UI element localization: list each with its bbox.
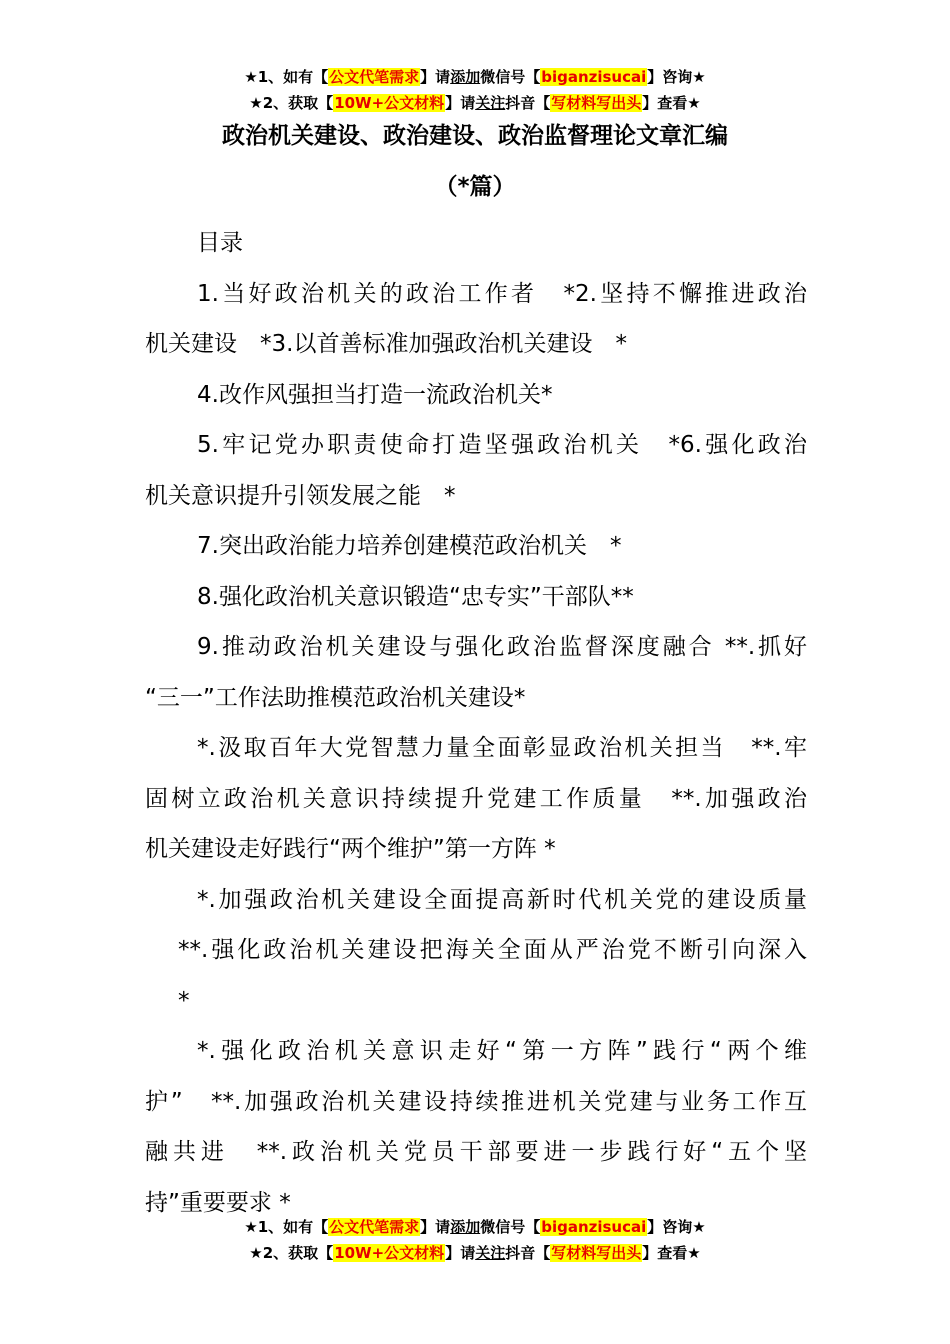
toc-line: 8.强化政治机关意识锻造“忠专实”干部队** [197, 583, 634, 610]
top-banner [0, 64, 950, 116]
banner-highlight: 公文代笔需求 [329, 68, 420, 86]
banner-highlight: biganzisucai [541, 1218, 647, 1236]
banner-text: 】请 [445, 1244, 476, 1262]
banner-underlined: 添加 [450, 1218, 481, 1236]
toc-line: *.强化政治机关意识走好“第一方阵”践行“两个维 [197, 1038, 807, 1064]
toc-line: **.强化政治机关建设把海关全面从严治党不断引向深入 [178, 937, 807, 963]
banner-highlight: 写材料写出头 [551, 94, 642, 112]
banner-line-1 [0, 64, 950, 90]
toc-line: 5.牢记党办职责使命打造坚强政治机关 *6.强化政治 [197, 432, 807, 458]
banner-text: 抖音【 [505, 1244, 551, 1262]
banner-text: 】请 [445, 94, 476, 112]
banner-underlined: 关注 [475, 1244, 506, 1262]
banner-underlined: 添加 [450, 68, 481, 86]
banner-text: ★1、如有【 [244, 1218, 329, 1236]
toc-line: 固树立政治机关意识持续提升党建工作质量 **.加强政治 [145, 785, 807, 812]
toc-heading: 目录 [197, 230, 243, 256]
toc-line: *.加强政治机关建设全面提高新时代机关党的建设质量 [197, 886, 807, 913]
banner-text: 】请 [420, 1218, 451, 1236]
toc-line: 护” **.加强政治机关建设持续推进机关党建与业务工作互 [145, 1088, 807, 1115]
bottom-banner [0, 1214, 950, 1266]
banner-text: 】咨询★ [647, 68, 706, 86]
toc-line: 机关意识提升引领发展之能 * [145, 482, 456, 509]
banner-underlined: 关注 [475, 94, 506, 112]
banner-line-2 [0, 90, 950, 116]
banner-line-2 [0, 1240, 950, 1266]
banner-text: 】请 [420, 68, 451, 86]
banner-text: 】咨询★ [647, 1218, 706, 1236]
banner-line-1 [0, 1214, 950, 1240]
banner-highlight: 10W+公文材料 [334, 1244, 445, 1262]
toc-line: 7.突出政治能力培养创建模范政治机关 * [197, 533, 622, 559]
toc-line: 融共进 **.政治机关党员干部要进一步践行好“五个坚 [145, 1139, 807, 1165]
banner-highlight: 公文代笔需求 [329, 1218, 420, 1236]
banner-text: 微信号【 [480, 1218, 541, 1236]
banner-highlight: 10W+公文材料 [334, 94, 445, 112]
toc-line: 机关建设走好践行“两个维护”第一方阵 * [145, 836, 556, 862]
banner-text: 抖音【 [505, 94, 551, 112]
toc-line: * [178, 987, 190, 1014]
banner-highlight: biganzisucai [541, 68, 647, 86]
toc-line: 机关建设 *3.以首善标准加强政治机关建设 * [145, 331, 627, 357]
toc-line: 1.当好政治机关的政治工作者 *2.坚持不懈推进政治 [197, 280, 807, 307]
banner-text: 】查看★ [642, 1244, 701, 1262]
toc-line: *.汲取百年大党智慧力量全面彰显政治机关担当 **.牢 [197, 735, 807, 761]
toc-line: 9.推动政治机关建设与强化政治监督深度融合 **.抓好 [197, 634, 807, 660]
banner-text: ★2、获取【 [249, 1244, 334, 1262]
banner-text: 微信号【 [480, 68, 541, 86]
banner-text: ★2、获取【 [249, 94, 334, 112]
table-of-contents [145, 218, 807, 1228]
banner-text: ★1、如有【 [244, 68, 329, 86]
document-title: 政治机关建设、政治建设、政治监督理论文章汇编 [222, 123, 728, 149]
document-subtitle: （*篇） [434, 174, 516, 200]
banner-text: 】查看★ [642, 94, 701, 112]
toc-line: 持”重要要求 * [145, 1189, 291, 1216]
toc-line: “三一”工作法助推模范政治机关建设* [145, 684, 526, 711]
banner-highlight: 写材料写出头 [551, 1244, 642, 1262]
toc-line: 4.改作风强担当打造一流政治机关* [197, 381, 553, 408]
